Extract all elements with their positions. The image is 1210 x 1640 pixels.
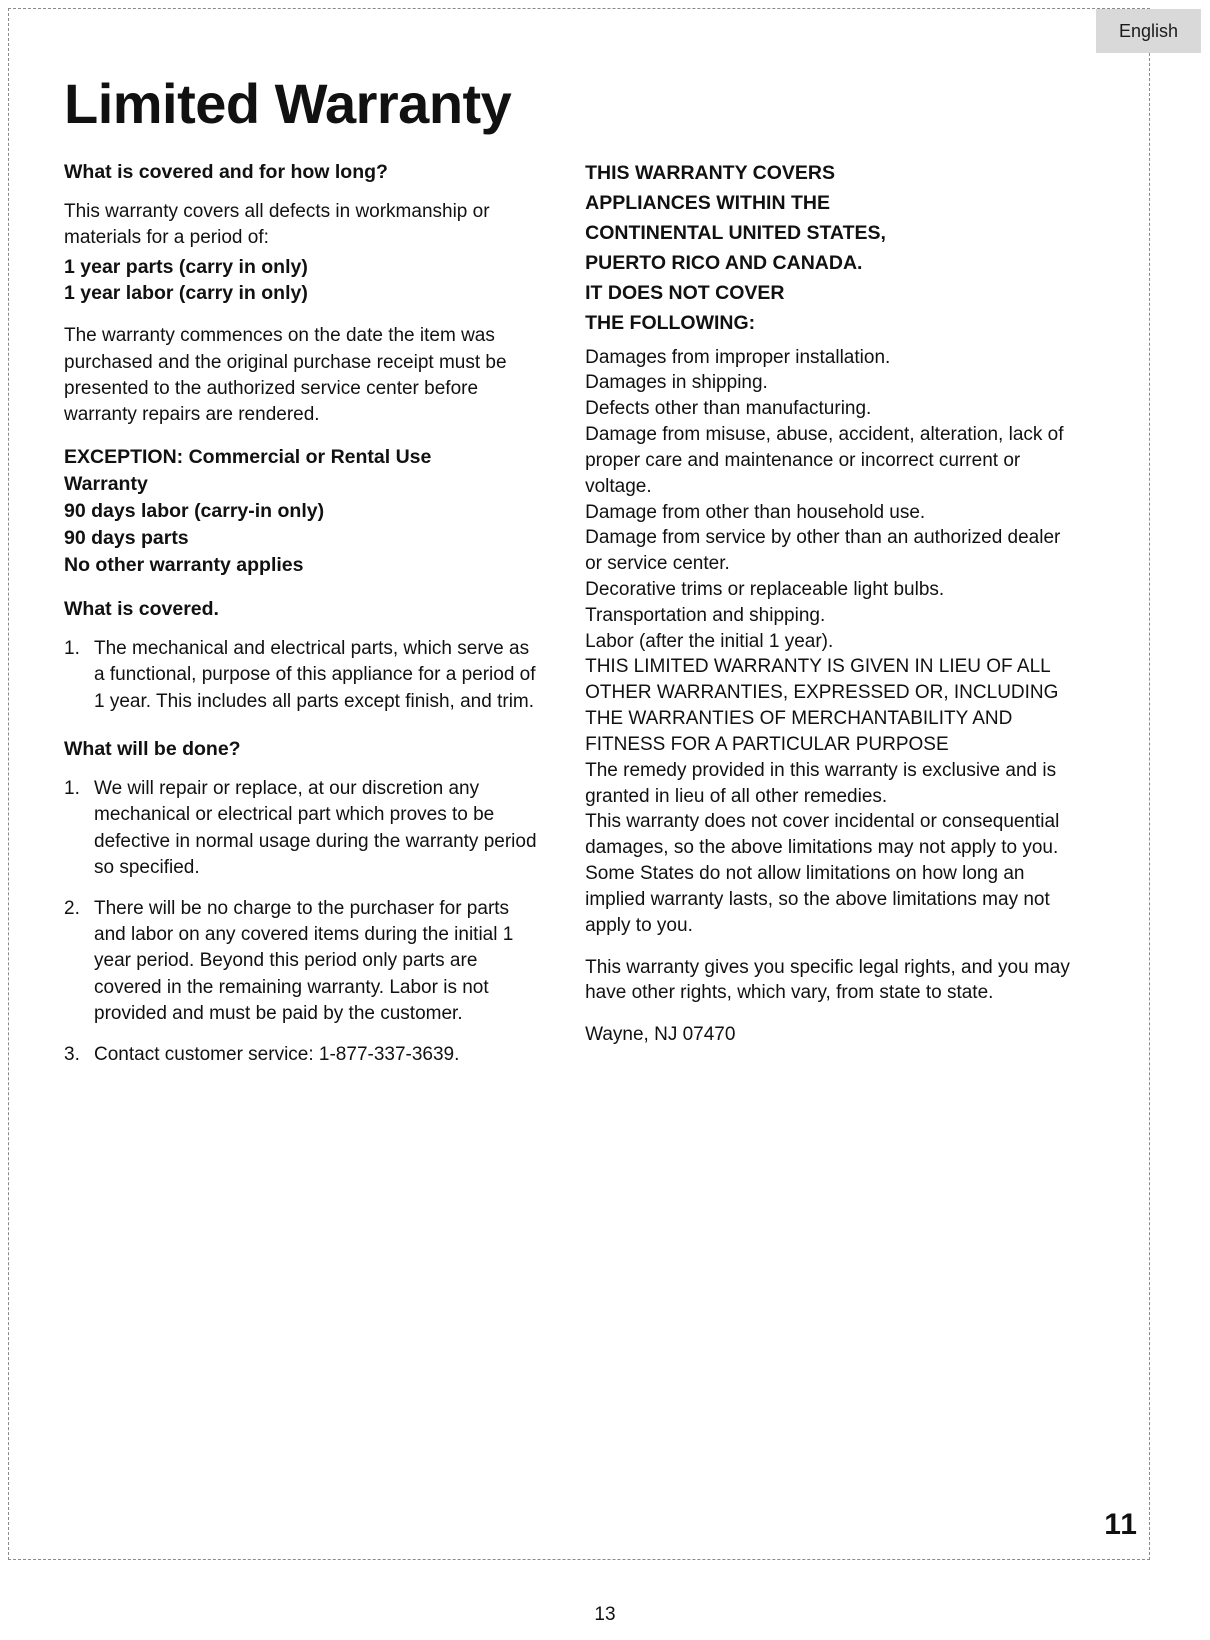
page-number: 11: [1104, 1508, 1138, 1541]
list-item-text: We will repair or replace, at our discretion any mechanical or electrical part which proves to be defective in normal usage during the warranty period so specified.: [94, 778, 537, 878]
list-marker: 1.: [64, 638, 80, 660]
coverage-heading-line: THE FOLLOWING:: [585, 312, 756, 335]
page-title: Limited Warranty: [64, 72, 512, 135]
coverage-heading-line: APPLIANCES WITHIN THE: [585, 191, 830, 214]
coverage-heading-line: PUERTO RICO AND CANADA.: [585, 252, 863, 275]
incidental-damages-statement: This warranty does not cover incidental or consequential damages, so the above limitations may not apply to you. Some States do not allow limitations on how long an implied warranty lasts, so the above limitations may not apply to you.: [585, 811, 1060, 936]
language-tab-label: English: [1118, 20, 1179, 41]
right-column: [585, 160, 1074, 1048]
covered-parts-list: [64, 636, 543, 715]
labor-coverage-line: 1 year labor (carry in only): [64, 282, 308, 305]
warranty-disclaimer: THIS LIMITED WARRANTY IS GIVEN IN LIEU OF ALL OTHER WARRANTIES, EXPRESSED OR, INCLUDING THE WARRANTIES OF MERCHANTABILITY AND FITNESS FOR A PARTICULAR PURPOSE: [585, 656, 1059, 755]
parts-coverage-line: 1 year parts (carry in only): [64, 255, 308, 278]
exclusion-item: Damages in shipping.: [585, 372, 768, 394]
coverage-heading-line: IT DOES NOT COVER: [585, 282, 785, 305]
exclusion-item: Labor (after the initial 1 year).: [585, 630, 834, 652]
list-marker: 1.: [64, 778, 80, 800]
exclusion-item: Damage from misuse, abuse, accident, alteration, lack of proper care and maintenance or incorrect current or voltage.: [585, 424, 1064, 497]
company-address: Wayne, NJ 07470: [585, 1024, 736, 1046]
exclusion-item: Transportation and shipping.: [585, 604, 826, 626]
exclusion-item: Decorative trims or replaceable light bulbs.: [585, 579, 945, 600]
commencement-paragraph: The warranty commences on the date the item was purchased and the original purchase receipt must be presented to the authorized service center before warranty repairs are rendered.: [64, 325, 507, 426]
list-item: [64, 636, 543, 715]
section-heading-what-is-covered-how-long: What is covered and for how long?: [64, 160, 388, 183]
exclusion-item: Damage from other than household use.: [585, 501, 926, 523]
exclusion-item: Damages from improper installation.: [585, 346, 891, 368]
footer-page-number: 13: [594, 1604, 616, 1625]
list-item: [64, 896, 543, 1027]
exception-heading-line2: Warranty: [64, 473, 148, 496]
list-item: [64, 1042, 543, 1068]
document-content: [64, 72, 1074, 1084]
exception-no-other-line: No other warranty applies: [64, 553, 304, 576]
what-will-be-done-list: [64, 776, 543, 1068]
exclusion-item: Damage from service by other than an authorized dealer or service center.: [585, 527, 1061, 575]
list-item-text: The mechanical and electrical parts, which serve as a functional, purpose of this appliance for a period of 1 year. This includes all parts except finish, and trim.: [94, 638, 536, 712]
coverage-heading-line: THIS WARRANTY COVERS: [585, 161, 836, 184]
remedy-statement: The remedy provided in this warranty is exclusive and is granted in lieu of all other remedies.: [585, 759, 1057, 807]
two-column-layout: [64, 160, 1074, 1085]
coverage-heading-line: CONTINENTAL UNITED STATES,: [585, 222, 886, 245]
exception-parts-line: 90 days parts: [64, 526, 189, 549]
list-item-text: Contact customer service: 1-877-337-3639.: [94, 1044, 460, 1066]
exception-heading-line1: EXCEPTION: Commercial or Rental Use: [64, 446, 432, 469]
exception-labor-line: 90 days labor (carry-in only): [64, 500, 325, 523]
list-marker: 3.: [64, 1044, 80, 1066]
left-column: [64, 160, 543, 1085]
section-heading-what-is-covered: What is covered.: [64, 597, 219, 620]
exclusion-item: Defects other than manufacturing.: [585, 398, 872, 420]
coverage-paragraph: This warranty covers all defects in workmanship or materials for a period of:: [64, 201, 490, 249]
warranty-coverage-heading: [585, 160, 1074, 337]
language-tab: [1096, 9, 1201, 53]
legal-rights-statement: This warranty gives you specific legal rights, and you may have other rights, which vary, from state to state.: [585, 956, 1070, 1004]
list-marker: 2.: [64, 898, 80, 920]
list-item-text: There will be no charge to the purchaser for parts and labor on any covered items during the initial 1 year period. Beyond this period only parts are covered in the remaining warranty. Labor is not provided and must be paid by the customer.: [94, 898, 514, 1024]
list-item: [64, 776, 543, 881]
section-heading-what-will-be-done: What will be done?: [64, 737, 241, 760]
